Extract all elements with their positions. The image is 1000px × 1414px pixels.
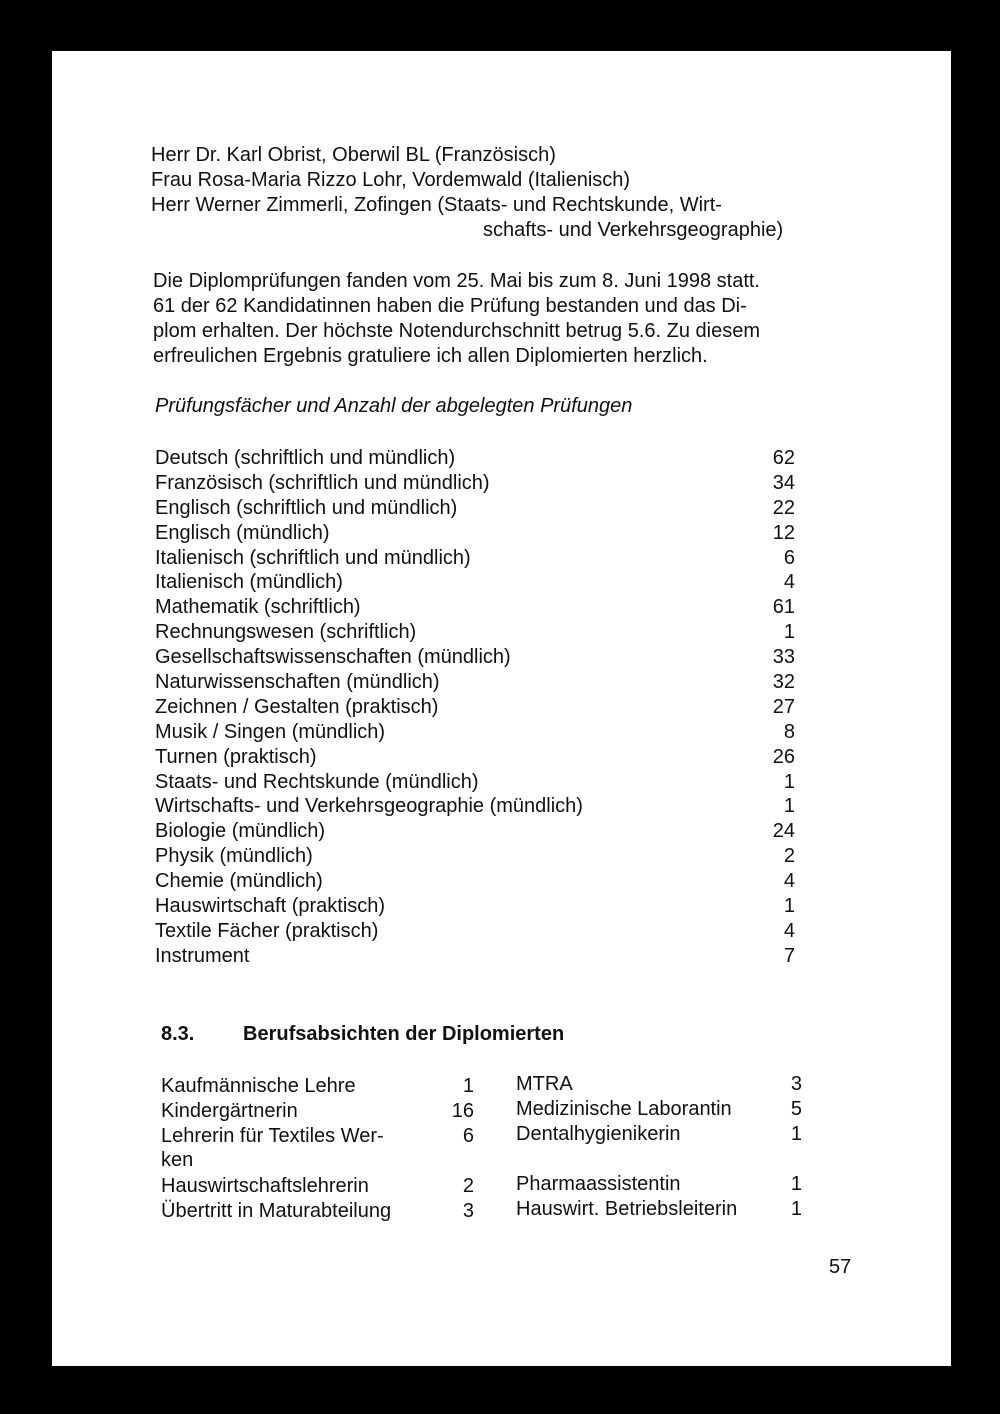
career-label: Kaufmännische Lehre xyxy=(161,1075,356,1097)
page-number: 57 xyxy=(829,1256,852,1278)
subject-count: 4 xyxy=(783,870,795,893)
career-count: 2 xyxy=(462,1175,474,1197)
career-count: 1 xyxy=(790,1173,802,1195)
career-row xyxy=(516,1122,802,1147)
paragraph-line: 61 der 62 Kandidatinnen haben die Prüfung bestanden und das Di- xyxy=(153,295,747,317)
subject-name: Physik (mündlich) xyxy=(155,845,313,868)
career-row xyxy=(516,1097,802,1122)
subject-row xyxy=(155,869,795,894)
career-row xyxy=(161,1174,474,1199)
career-row xyxy=(161,1074,474,1099)
subject-count: 8 xyxy=(783,720,795,743)
career-row xyxy=(161,1199,474,1224)
section-heading xyxy=(161,1022,564,1046)
career-row xyxy=(516,1197,802,1222)
subject-count: 61 xyxy=(772,596,795,619)
career-label: Kindergärtnerin xyxy=(161,1100,298,1122)
subject-count: 33 xyxy=(772,646,795,669)
section-title: Berufsabsichten der Diplomierten xyxy=(243,1023,565,1045)
subject-count: 32 xyxy=(772,671,795,694)
subject-row xyxy=(155,745,795,770)
paragraph-line: erfreulichen Ergebnis gratuliere ich allen Diplomierten herzlich. xyxy=(153,345,708,367)
subject-row xyxy=(155,844,795,869)
career-label: Hauswirt. Betriebsleiterin xyxy=(516,1198,738,1220)
subject-row xyxy=(155,720,795,745)
examiner-line: Frau Rosa-Maria Rizzo Lohr, Vordemwald (Italienisch) xyxy=(151,169,631,191)
subject-count: 4 xyxy=(783,919,795,942)
career-row xyxy=(161,1124,474,1174)
subject-count: 62 xyxy=(772,447,795,469)
subject-count: 1 xyxy=(783,621,795,644)
subject-count: 26 xyxy=(772,745,795,768)
subject-name: Biologie (mündlich) xyxy=(155,820,326,843)
subject-name: Deutsch (schriftlich und mündlich) xyxy=(155,447,456,469)
subject-name: Italienisch (schriftlich und mündlich) xyxy=(155,546,471,569)
subject-name: Italienisch (mündlich) xyxy=(155,571,343,594)
career-list-right xyxy=(516,1072,802,1222)
subject-count: 7 xyxy=(783,944,795,967)
career-label: Dentalhygienikerin xyxy=(516,1123,681,1145)
subject-row xyxy=(155,919,795,944)
subject-name: Chemie (mündlich) xyxy=(155,870,323,893)
subject-name: Gesellschaftswissenschaften (mündlich) xyxy=(155,646,511,669)
subject-name: Naturwissenschaften (mündlich) xyxy=(155,671,440,694)
subject-row xyxy=(155,794,795,819)
examiner-line: Herr Dr. Karl Obrist, Oberwil BL (Französisch) xyxy=(151,144,556,166)
subject-row xyxy=(155,894,795,919)
subject-name: Staats- und Rechtskunde (mündlich) xyxy=(155,770,479,793)
subject-name: Instrument xyxy=(155,944,250,967)
subject-name: Rechnungswesen (schriftlich) xyxy=(155,621,417,644)
subject-row xyxy=(155,570,795,595)
career-row xyxy=(516,1072,802,1097)
subject-name: Musik / Singen (mündlich) xyxy=(155,720,386,743)
exam-summary-paragraph xyxy=(153,269,873,369)
subject-row xyxy=(155,595,795,620)
career-count: 1 xyxy=(790,1123,802,1145)
career-row xyxy=(516,1172,802,1197)
subject-count: 34 xyxy=(772,471,795,494)
career-count: 1 xyxy=(790,1198,802,1220)
subject-row xyxy=(155,670,795,695)
subject-count: 1 xyxy=(783,770,795,793)
career-list-left xyxy=(161,1074,474,1224)
subject-name: Englisch (mündlich) xyxy=(155,521,330,544)
section-number: 8.3. xyxy=(161,1023,195,1045)
career-count: 1 xyxy=(462,1075,474,1097)
career-count: 5 xyxy=(790,1098,802,1120)
career-count: 3 xyxy=(790,1073,802,1095)
paragraph-line: Die Diplomprüfungen fanden vom 25. Mai bis zum 8. Juni 1998 statt. xyxy=(153,270,760,292)
career-label: Lehrerin für Textiles Wer- ken xyxy=(161,1125,384,1171)
subject-name: Mathematik (schriftlich) xyxy=(155,596,361,619)
subject-name: Turnen (praktisch) xyxy=(155,745,317,768)
career-count: 6 xyxy=(462,1125,474,1147)
subject-row xyxy=(155,695,795,720)
subject-row xyxy=(155,770,795,795)
subject-name: Französisch (schriftlich und mündlich) xyxy=(155,471,490,494)
subject-row xyxy=(155,471,795,496)
subject-name: Zeichnen / Gestalten (praktisch) xyxy=(155,695,439,718)
subjects-table xyxy=(155,446,795,969)
subject-count: 22 xyxy=(772,496,795,519)
subject-count: 4 xyxy=(783,571,795,594)
examiner-list xyxy=(151,143,851,243)
career-row xyxy=(161,1099,474,1124)
career-count: 16 xyxy=(451,1100,474,1122)
subject-name: Englisch (schriftlich und mündlich) xyxy=(155,496,458,519)
examiner-line: Herr Werner Zimmerli, Zofingen (Staats- und Rechtskunde, Wirt- xyxy=(151,194,722,216)
subject-name: Wirtschafts- und Verkehrsgeographie (mündlich) xyxy=(155,795,583,818)
subjects-heading: Prüfungsfächer und Anzahl der abgelegten Prüfungen xyxy=(155,395,633,417)
document-page xyxy=(52,51,951,1366)
subject-name: Textile Fächer (praktisch) xyxy=(155,919,379,942)
subject-row xyxy=(155,521,795,546)
career-label: Pharmaassistentin xyxy=(516,1173,681,1195)
subject-row xyxy=(155,446,795,471)
career-label: Übertritt in Maturabteilung xyxy=(161,1200,392,1222)
subject-count: 24 xyxy=(772,820,795,843)
career-label: MTRA xyxy=(516,1073,573,1095)
subject-row xyxy=(155,645,795,670)
subject-count: 1 xyxy=(783,795,795,818)
subject-row xyxy=(155,944,795,969)
subject-count: 2 xyxy=(783,845,795,868)
career-label: Medizinische Laborantin xyxy=(516,1098,732,1120)
subject-row xyxy=(155,496,795,521)
subject-row xyxy=(155,620,795,645)
subject-count: 27 xyxy=(772,695,795,718)
career-count: 3 xyxy=(462,1200,474,1222)
subject-count: 12 xyxy=(772,521,795,544)
subject-row xyxy=(155,546,795,571)
subject-name: Hauswirtschaft (praktisch) xyxy=(155,895,386,918)
examiner-line-continuation: schafts- und Verkehrsgeographie) xyxy=(483,219,784,241)
subject-count: 1 xyxy=(783,895,795,918)
subject-count: 6 xyxy=(783,546,795,569)
career-label: Hauswirtschaftslehrerin xyxy=(161,1175,369,1197)
subject-row xyxy=(155,819,795,844)
paragraph-line: plom erhalten. Der höchste Notendurchschnitt betrug 5.6. Zu diesem xyxy=(153,320,760,342)
